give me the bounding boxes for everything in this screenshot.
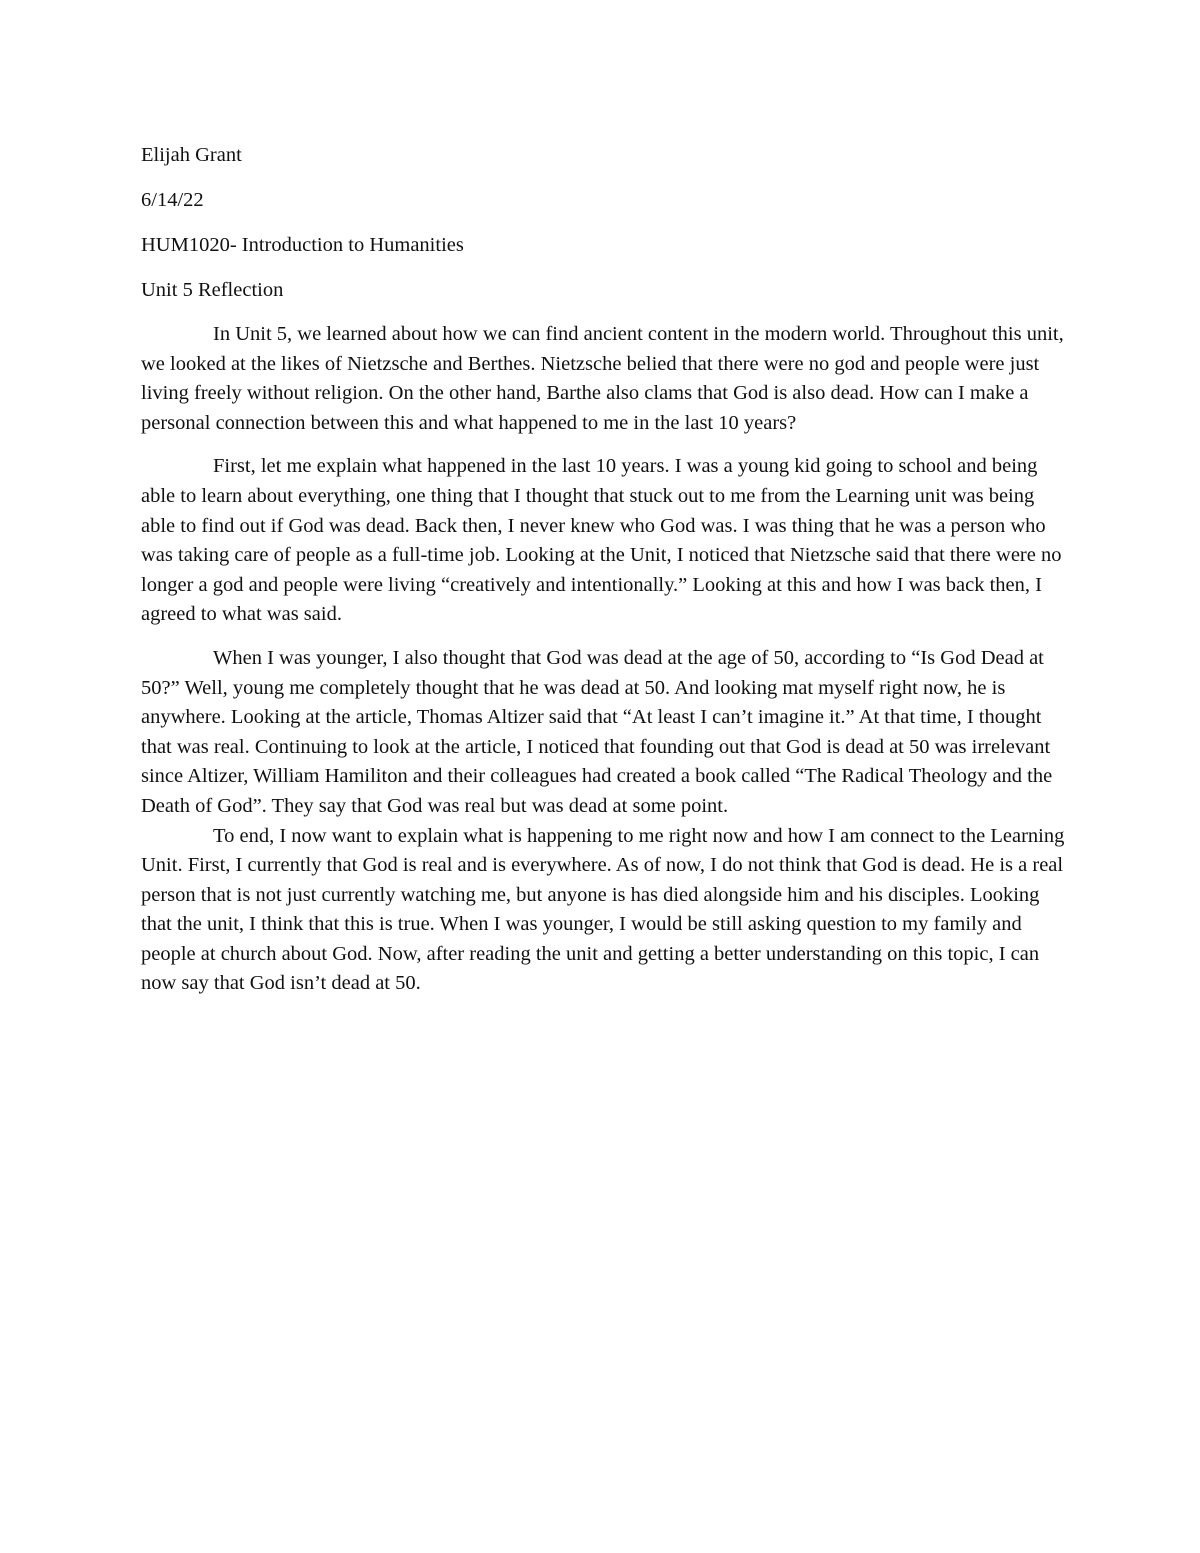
author-name: Elijah Grant xyxy=(141,144,242,166)
paragraph-1: In Unit 5, we learned about how we can find ancient content in the modern world. Throughout this unit, we looked at the likes of Nietzsche and Berthes. Nietzsche belied that there were no god and people were just living freely without religion. On the other hand, Barthe also clams that God is also dead. How can I make a personal connection between this and what happened to me in the last 10 years? xyxy=(141,323,1064,434)
paragraph-4: To end, I now want to explain what is happening to me right now and how I am connect to the Learning Unit. First, I currently that God is real and is everywhere. As of now, I do not think that God is dead. He is a real person that is not just currently watching me, but anyone is has died alongside him and his disciples. Looking that the unit, I think that this is true. When I was younger, I would be still asking question to my family and people at church about God. Now, after reading the unit and getting a better understanding on this topic, I can now say that God isn’t dead at 50. xyxy=(141,824,1065,995)
assignment-title: Unit 5 Reflection xyxy=(141,279,284,301)
course-title: HUM1020- Introduction to Humanities xyxy=(141,234,464,256)
document-body xyxy=(141,140,1066,999)
paragraph-2: First, let me explain what happened in the last 10 years. I was a young kid going to school and being able to learn about everything, one thing that I thought that stuck out to me from the Learning unit was being able to find out if God was dead. Back then, I never knew who God was. I was thing that he was a person who was taking care of people as a full-time job. Looking at the Unit, I noticed that Nietzsche said that there were no longer a god and people were living “creatively and intentionally.” Looking at this and how I was back then, I agreed to what was said. xyxy=(141,455,1062,626)
paragraph-3: When I was younger, I also thought that God was dead at the age of 50, according to “Is God Dead at 50?” Well, young me completely thought that he was dead at 50. And looking mat myself right now, he is anywhere. Looking at the article, Thomas Altizer said that “At least I can’t imagine it.” At that time, I thought that was real. Continuing to look at the article, I noticed that founding out that God is dead at 50 was irrelevant since Altizer, William Hamiliton and their colleagues had created a book called “The Radical Theology and the Death of God”. They say that God was real but was dead at some point. xyxy=(141,646,1053,817)
document-date: 6/14/22 xyxy=(141,189,204,211)
